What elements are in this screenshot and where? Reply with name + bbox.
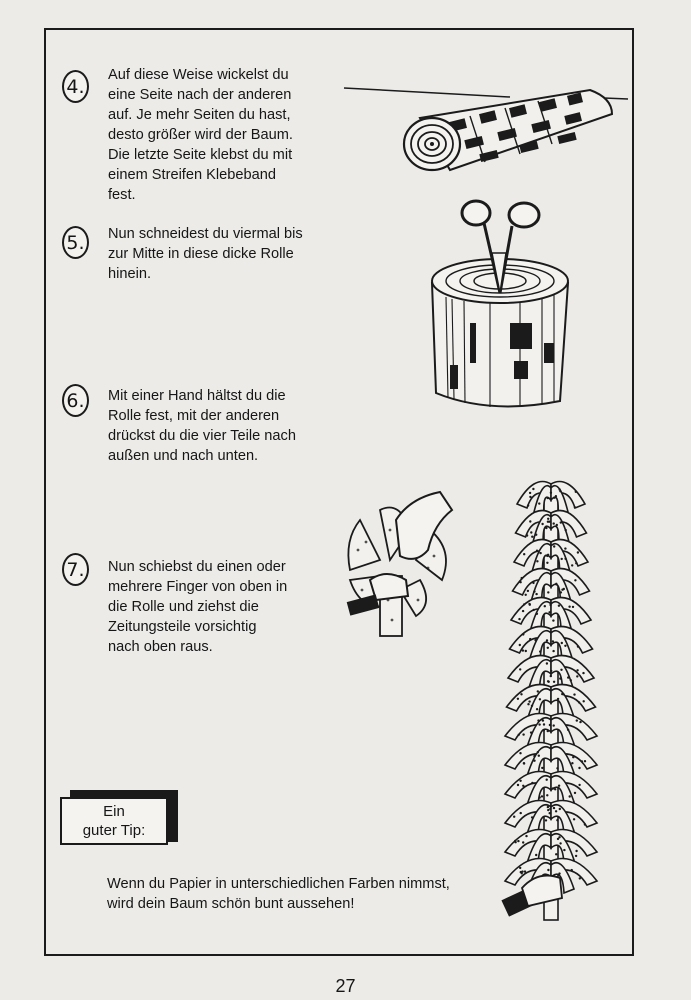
step-7-line: die Rolle und ziehst die <box>108 599 259 615</box>
tree-dot <box>550 675 552 677</box>
tree-dot <box>514 840 516 842</box>
tree-dot <box>565 529 567 531</box>
tree-dot <box>548 521 550 523</box>
tree-dot <box>563 588 565 590</box>
tree-dot <box>533 590 535 592</box>
tree-dot <box>519 752 521 754</box>
tree-dot <box>550 492 552 494</box>
tree-dot <box>529 638 531 640</box>
tree-dot <box>531 705 533 707</box>
tree-dot <box>573 693 575 695</box>
tree-dot <box>555 810 557 812</box>
tree-dot <box>568 606 570 608</box>
step-4-line: desto größer wird der Baum. <box>108 127 293 143</box>
tree-dot <box>558 605 560 607</box>
tree-dot <box>557 698 559 700</box>
tip-label-line: guter Tip: <box>82 822 146 839</box>
tree-dot <box>548 681 550 683</box>
tree-dot <box>561 558 563 560</box>
page-number: 27 <box>335 976 356 996</box>
step-6-number: 6. <box>62 384 89 417</box>
tree-dot <box>570 679 572 681</box>
tree-dot <box>520 693 522 695</box>
tree-dot <box>575 562 577 564</box>
tree-dot <box>572 606 574 608</box>
tree-dot <box>519 780 521 782</box>
tree-dot <box>519 668 521 670</box>
tree-dot <box>545 819 547 821</box>
tree-dot <box>546 779 548 781</box>
tree-dot <box>567 729 569 731</box>
tree-dot <box>572 756 574 758</box>
tree-dot <box>574 792 576 794</box>
tree-dot <box>531 536 533 538</box>
tree-dot <box>553 807 555 809</box>
tree-dot <box>522 649 524 651</box>
tree-dot <box>554 788 556 790</box>
tree-dot <box>564 547 566 549</box>
tree-dot <box>523 762 525 764</box>
tree-dot <box>546 639 548 641</box>
step-4-line: eine Seite nach der anderen <box>108 87 292 103</box>
tree-dot <box>547 518 549 520</box>
tree-dot <box>559 808 561 810</box>
tree-dot <box>550 670 552 672</box>
tree-dot <box>521 577 523 579</box>
newspaper-roll-illustration <box>340 80 630 175</box>
tree-dot <box>562 693 564 695</box>
tree-dot <box>560 669 562 671</box>
tree-dot <box>522 733 524 735</box>
tree-dot <box>555 583 557 585</box>
step-5-line: hinein. <box>108 266 152 282</box>
tree-dot <box>576 675 578 677</box>
tree-dot <box>579 877 581 879</box>
tree-dot <box>522 841 524 843</box>
tree-dot <box>526 534 528 536</box>
tree-dot <box>552 787 554 789</box>
tree-dot <box>542 719 544 721</box>
tree-dot <box>547 806 549 808</box>
step-4-line: fest. <box>108 187 136 203</box>
tree-dot <box>528 700 530 702</box>
tree-dot <box>545 527 547 529</box>
tree-dot <box>552 619 554 621</box>
tree-dot <box>536 708 538 710</box>
tree-dot <box>529 492 531 494</box>
step-6-line: außen und nach unten. <box>108 448 259 464</box>
tree-dot <box>556 524 558 526</box>
tree-dot <box>558 785 560 787</box>
tree-dot <box>584 760 586 762</box>
step-4-line: auf. Je mehr Seiten du hast, <box>108 107 291 123</box>
tree-dot <box>579 721 581 723</box>
tip-label-line: Ein <box>103 803 125 820</box>
tree-dot <box>553 497 555 499</box>
tree-dot <box>548 611 550 613</box>
tree-dot <box>518 618 520 620</box>
tree-dot <box>553 522 555 524</box>
step-4-line: Die letzte Seite klebst du mit <box>108 147 293 163</box>
tree-dot <box>577 551 579 553</box>
tree-dot <box>536 613 538 615</box>
tree-dot <box>523 603 525 605</box>
tree-dot <box>524 870 526 872</box>
tree-dot <box>538 755 540 757</box>
tree-dot <box>578 784 580 786</box>
paper-tree-illustration <box>498 470 608 930</box>
tree-dot <box>529 496 531 498</box>
tree-dot <box>527 703 529 705</box>
step-5-number: 5. <box>62 226 89 259</box>
tree-dot <box>537 751 539 753</box>
tree-dot <box>547 809 549 811</box>
tree-dot <box>563 849 565 851</box>
step-7-line: Zeitungsteile vorsichtig <box>108 619 257 635</box>
tree-dot <box>544 605 546 607</box>
tree-dot <box>519 644 521 646</box>
tree-dot <box>553 681 555 683</box>
tree-dot <box>581 760 583 762</box>
tree-dot <box>521 872 523 874</box>
tip-text-line: wird dein Baum schön bunt aussehen! <box>107 896 355 912</box>
tree-dot <box>525 594 527 596</box>
tree-dot <box>533 609 535 611</box>
tree-dot <box>519 581 521 583</box>
tree-dot <box>537 719 539 721</box>
step-6-text <box>108 386 296 466</box>
tree-dot <box>527 590 529 592</box>
tip-text-line: Wenn du Papier in unterschiedlichen Farben nimmst, <box>107 876 450 892</box>
tree-dot <box>539 552 541 554</box>
tree-dot <box>556 767 558 769</box>
tree-dot <box>547 869 549 871</box>
step-6-line: Rolle fest, mit der anderen <box>108 408 280 424</box>
tree-dot <box>523 553 525 555</box>
tree-dot <box>547 730 549 732</box>
tree-dot <box>575 850 577 852</box>
tree-dot <box>553 724 555 726</box>
hand-pulling-illustration <box>330 480 470 640</box>
tree-dot <box>569 795 571 797</box>
step-7-text <box>108 557 287 657</box>
tree-dot <box>531 816 533 818</box>
tree-dot <box>564 558 566 560</box>
tree-dot <box>575 855 577 857</box>
tree-dot <box>555 853 557 855</box>
tree-dot <box>522 610 524 612</box>
tree-dot <box>531 782 533 784</box>
tree-dot <box>556 819 558 821</box>
tree-dot <box>536 560 538 562</box>
tree-dot <box>529 520 531 522</box>
step-7-number: 7. <box>62 553 89 586</box>
tree-dot <box>541 767 543 769</box>
tree-dot <box>559 842 561 844</box>
tip-text <box>107 874 450 914</box>
tree-dot <box>560 591 562 593</box>
tree-dot <box>575 491 577 493</box>
tree-dot <box>532 488 534 490</box>
tree-dot <box>574 506 576 508</box>
tree-dot <box>520 812 522 814</box>
tree-dot <box>567 676 569 678</box>
tree-dot <box>553 545 555 547</box>
tree-dot <box>517 840 519 842</box>
step-7-line: mehrere Finger von oben in <box>108 579 288 595</box>
tree-dot <box>522 785 524 787</box>
tree-dot <box>517 698 519 700</box>
tree-dot <box>547 647 549 649</box>
tree-dot <box>546 662 548 664</box>
tree-dot <box>549 724 551 726</box>
step-7-line: nach oben raus. <box>108 639 213 655</box>
tree-dot <box>541 795 543 797</box>
tip-label <box>60 797 168 845</box>
tree-dot <box>535 534 537 536</box>
tree-dot <box>535 854 537 856</box>
tree-dot <box>533 755 535 757</box>
tree-dot <box>578 767 580 769</box>
tree-dot <box>532 582 534 584</box>
tree-dot <box>530 531 532 533</box>
tree-dot <box>546 562 548 564</box>
tree-dot <box>539 698 541 700</box>
tree-dot <box>539 796 541 798</box>
tree-dot <box>558 872 560 874</box>
tree-dot <box>543 723 545 725</box>
step-4-line: einem Streifen Klebeband <box>108 167 276 183</box>
tree-dot <box>538 723 540 725</box>
tree-dot <box>571 869 573 871</box>
tree-dot <box>576 669 578 671</box>
tree-dot <box>538 502 540 504</box>
step-5-line: Nun schneidest du viermal bis <box>108 226 303 242</box>
tree-dot <box>517 784 519 786</box>
step-4-number: 4. <box>62 70 89 103</box>
tree-dot <box>549 604 551 606</box>
tree-dot <box>578 701 580 703</box>
tree-dot <box>547 497 549 499</box>
tree-dot <box>571 762 573 764</box>
tree-dot <box>571 564 573 566</box>
tree-dot <box>583 700 585 702</box>
tree-dot <box>546 794 548 796</box>
tree-dot <box>573 818 575 820</box>
tree-dot <box>533 760 535 762</box>
tree-dot <box>552 650 554 652</box>
step-4-line: Auf diese Weise wickelst du <box>108 67 289 83</box>
tree-dot <box>561 642 563 644</box>
tree-dot <box>557 838 559 840</box>
tree-dot <box>525 835 527 837</box>
step-6-line: drückst du die vier Teile nach <box>108 428 296 444</box>
step-7-line: Nun schiebst du einen oder <box>108 559 286 575</box>
tree-dot <box>535 593 537 595</box>
tree-dot <box>547 591 549 593</box>
scissors-roll-illustration <box>420 193 580 423</box>
tree-dot <box>552 640 554 642</box>
step-5-line: zur Mitte in diese dicke Rolle <box>108 246 294 262</box>
tree-dot <box>559 490 561 492</box>
tree-dot <box>534 639 536 641</box>
tree-dot <box>547 554 549 556</box>
tree-dot <box>582 672 584 674</box>
tree-dot <box>549 808 551 810</box>
tree-dot <box>543 729 545 731</box>
tree-dot <box>525 650 527 652</box>
step-6-line: Mit einer Hand hältst du die <box>108 388 286 404</box>
tree-dot <box>574 579 576 581</box>
step-5-text <box>108 224 303 284</box>
tree-dot <box>550 846 552 848</box>
tree-dot <box>528 603 530 605</box>
tree-dot <box>549 498 551 500</box>
tree-dot <box>577 645 579 647</box>
tree-dot <box>576 719 578 721</box>
tree-dot <box>530 731 532 733</box>
tree-dot <box>537 690 539 692</box>
tree-dot <box>518 734 520 736</box>
tree-dot <box>584 823 586 825</box>
tree-dot <box>519 867 521 869</box>
tree-dot <box>513 816 515 818</box>
tree-dot <box>536 550 538 552</box>
tree-dot <box>539 650 541 652</box>
tree-dot <box>549 812 551 814</box>
tree-dot <box>560 521 562 523</box>
step-4-text <box>108 65 293 205</box>
tree-dot <box>559 677 561 679</box>
tree-dot <box>541 523 543 525</box>
tree-dot <box>522 633 524 635</box>
tree-dot <box>527 504 529 506</box>
tree-dot <box>564 645 566 647</box>
